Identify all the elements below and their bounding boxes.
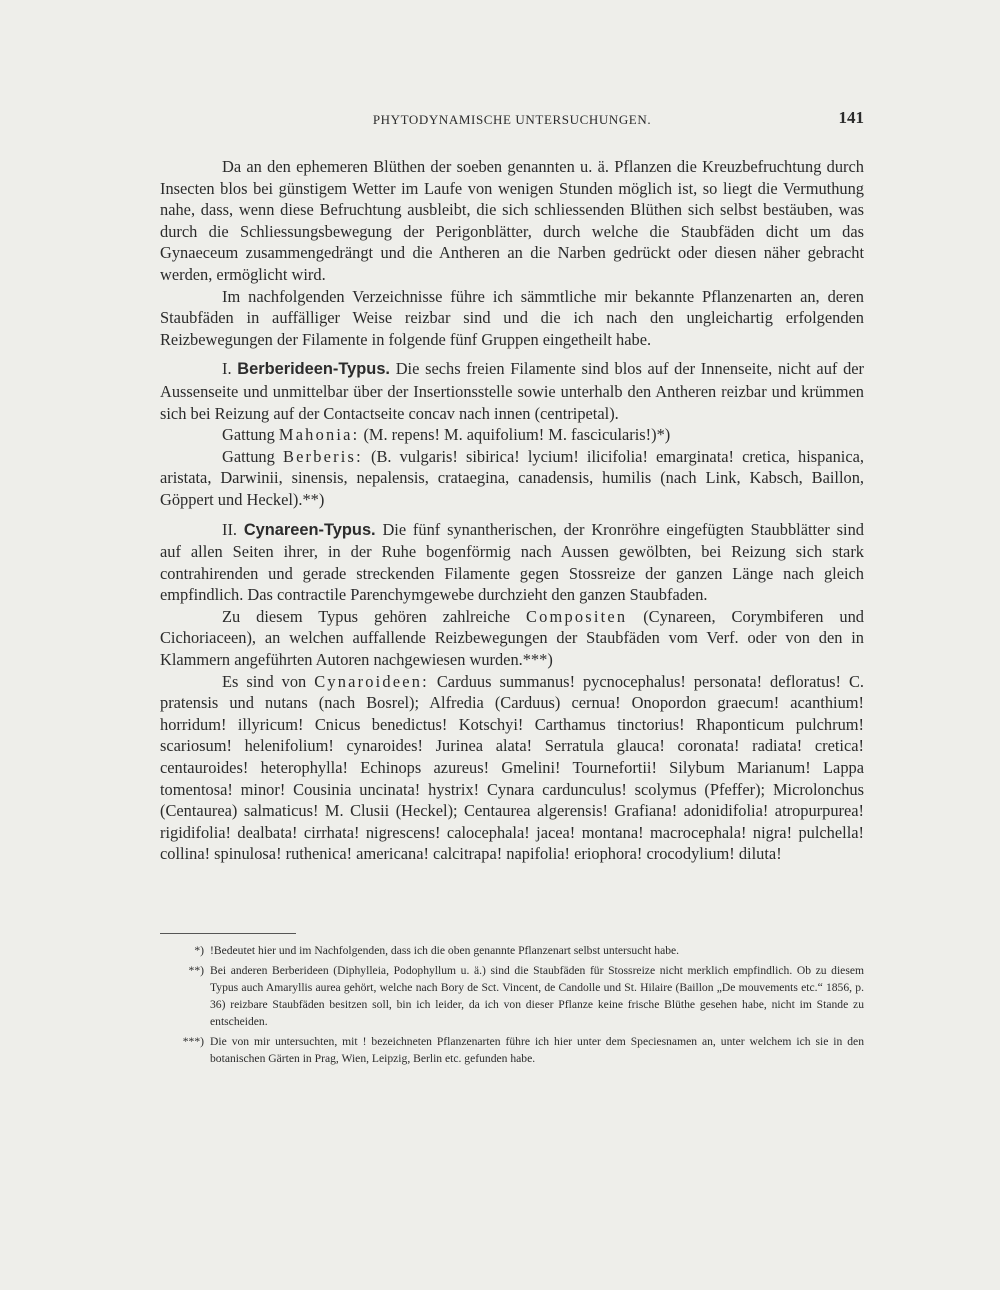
genus-berberis-paragraph [160, 446, 864, 511]
section-number: II. [222, 519, 238, 539]
page-number: 141 [838, 108, 864, 127]
section-number: I. [222, 359, 232, 379]
text-run: Es sind von [222, 671, 307, 691]
genus-prefix: Gattung [222, 446, 275, 466]
text-run: Zu diesem Typus gehören zahlreiche [222, 606, 511, 626]
footnote [160, 942, 864, 959]
running-title: PHYTODYNAMISCHE UNTERSUCHUNGEN. [372, 112, 652, 127]
text-run: (Cynareen, Corymbiferen und Cichoriaceen), an welchen auffallende Reizbewegungen der Staubfäden vom Verf. oder von den in Klammern angeführten Autoren nachgewiesen wurden.***) [160, 606, 864, 670]
spaced-term: Cynaroideen: [314, 671, 429, 691]
footnote-marker: **) [188, 964, 204, 977]
footnote [160, 962, 864, 1030]
paragraph-overview: Im nachfolgenden Verzeichnisse führe ich sämmtliche mir bekannte Pflanzenarten an, deren Staubfäden in auffälliger Weise reizbar sind und die ich nach den ungleichartig erfolgenden Reizbewegungen der Filamente in folgende fünf Gruppen eingetheilt habe. [160, 286, 864, 349]
genus-species: (M. repens! M. aquifolium! M. fascicularis!)*) [363, 425, 671, 445]
genus-prefix: Gattung [222, 425, 275, 445]
footnotes [160, 942, 864, 1070]
section-heading: Berberideen-Typus. [237, 360, 390, 379]
body-text [160, 156, 864, 865]
section-text: Die fünf synantherischen, der Kronröhre eingefügten Staubblätter sind auf allen Seiten ihrer, in der Ruhe bogenförmig nach Aussen gewölbten, bei Reizung sich stark contrahirenden und gerade streckenden Filamente gegen Stossreize der ganzen Länge nach gleich empfindlich. Das contractile Parenchymgewebe durchzieht den ganzen Staubfaden. [160, 519, 864, 605]
footnote-text: !Bedeutet hier und im Nachfolgenden, dass ich die oben genannte Pflanzenart selbst untersucht habe. [210, 944, 680, 957]
footnote [160, 1033, 864, 1067]
section-text: Die sechs freien Filamente sind blos auf der Innenseite, nicht auf der Aussenseite und unmittelbar über der Insertionsstelle sowie unterhalb den Antheren reizbar und krümmen sich bei Reizung auf der Contactseite concav nach innen (centripetal). [160, 359, 864, 423]
footnote-text: Die von mir untersuchten, mit ! bezeichneten Pflanzenarten führe ich hier unter dem Speciesnamen an, unter welchem ich sie in den botanischen Gärten in Prag, Wien, Leipzig, Berlin etc. gefunden habe. [210, 1035, 864, 1065]
genus-mahonia-paragraph [160, 424, 864, 446]
spaced-term: Compositen [526, 606, 628, 626]
footnote-text: Bei anderen Berberideen (Diphylleia, Podophyllum u. ä.) sind die Staubfäden für Stossreize nicht merklich empfindlich. Ob zu diesem Typus auch Amaryllis aurea gehört, welche nach Bory de Sct. Vincent, de Candolle und St. Hilaire (Baillon „De mouvements etc.“ 1856, p. 36) reizbare Staubfäden besitzen soll, bin ich leider, da ich von dieser Pflanze keine frische Blüthe gesehen habe, nicht im Stande zu entscheiden. [210, 964, 864, 1028]
section-berberideen [160, 358, 864, 424]
footnote-separator [160, 933, 296, 934]
genus-name: Mahonia: [278, 425, 360, 445]
paragraph-cynaroideen [160, 671, 864, 865]
page-header [160, 108, 864, 132]
section-heading: Cynareen-Typus. [243, 520, 376, 539]
genus-species: (B. vulgaris! sibirica! lycium! ilicifolia! emarginata! cretica, hispanica, aristata, Darwinii, sinensis, nepalensis, crataegina, canadensis, humilis (nach Link, Kabsch, Baillon, Göppert und Heckel).**) [160, 446, 865, 509]
paragraph-compositen [160, 606, 864, 671]
species-list: Carduus summanus! pycnocephalus! personata! defloratus! C. pratensis und nutans (nach Bosrel); Alfredia (Carduus) cernua! Onopordon graecum! acanthium! horridum! illyricum! Cnicus benedictus! Kotschyi! Carthamus tinctorius! Rhaponticum pulchrum! scariosum! helenifolium! cynaroides! Jurinea alata! Serratula glauca! coronata! radiata! cretica! centauroides! heterophylla! Echinops azureus! Gmelini! Tournefortii! Silybum Marianum! Lappa tomentosa! minor! Cousinia uncinata! hystrix! Cynara cardunculus! scolymus (Pfeffer); Microlonchus (Centaurea) salmaticus! M. Clusii (Heckel); Centaurea algerensis! Grafiana! adonidifolia! atropurpurea! rigidifolia! dealbata! cirrhata! nigrescens! calocephala! jacea! montana! macrocephala! nigra! pulchella! collina! spinulosa! ruthenica! americana! calcitrapa! napifolia! eriophora! crocodylium! diluta! [160, 671, 864, 864]
section-cynareen [160, 519, 864, 606]
footnote-marker: *) [194, 944, 204, 957]
paragraph-intro: Da an den ephemeren Blüthen der soeben genannten u. ä. Pflanzen die Kreuzbefruchtung durch Insecten blos bei günstigem Wetter im Laufe von wenigen Stunden möglich ist, so liegt die Vermuthung nahe, dass, wenn diese Befruchtung ausbleibt, die sich schliessenden Blüthen sich selbst bestäuben, was durch die Schliessungsbewegung der Perigonblätter, durch welche die Staubfäden dicht um das Gynaeceum zusammengedrängt und die Antheren an die Narben gedrückt oder diesen näher gebracht werden, ermöglicht wird. [160, 157, 864, 284]
genus-name: Berberis: [282, 446, 363, 466]
footnote-marker: ***) [182, 1035, 204, 1048]
